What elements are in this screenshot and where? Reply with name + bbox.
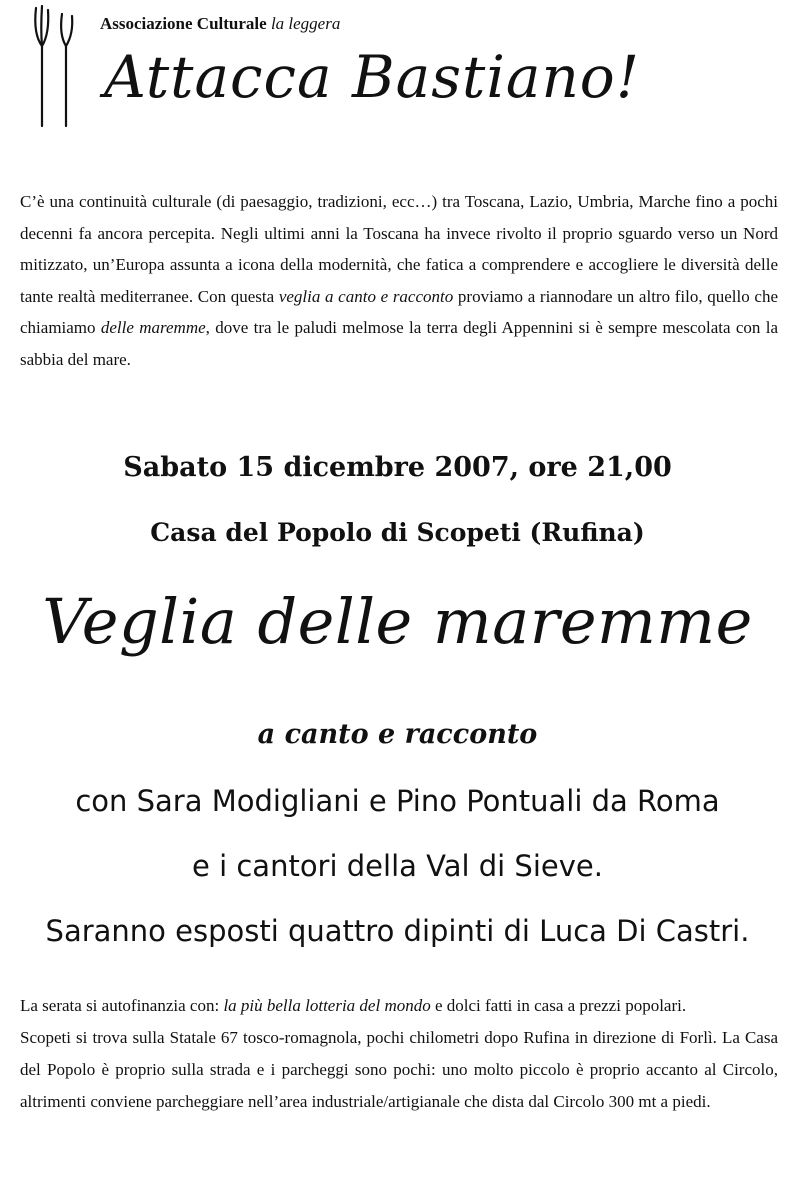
association-name-italic: la leggera [270, 14, 341, 33]
performers-line-1: con Sara Modigliani e Pino Pontuali da Roma [75, 784, 720, 818]
intro-paragraph [20, 186, 778, 375]
footer-notes [20, 990, 778, 1118]
intro-emphasis-1: veglia a canto e racconto [278, 286, 454, 306]
association-name [100, 14, 340, 34]
funding-paragraph [20, 990, 778, 1022]
funding-text-2: e dolci fatti in casa a prezzi popolari. [430, 996, 687, 1015]
exhibition-line: Saranno esposti quattro dipinti di Luca Di Castri. [45, 914, 750, 948]
association-prefix: Associazione Culturale [100, 14, 267, 33]
performers-line-2: e i cantori della Val di Sieve. [192, 849, 603, 883]
fork-logo-icon [28, 4, 84, 128]
event-subtitle: a canto e racconto [257, 719, 538, 750]
event-place: Casa del Popolo di Scopeti (Rufina) [150, 518, 645, 547]
intro-text-2: proviamo a riannodare un altro filo, quello che chiamiamo [20, 286, 778, 337]
page-title: Attacca Bastiano! [104, 43, 641, 111]
intro-emphasis-2: delle maremme [100, 318, 206, 337]
intro-text-3: , dove tra le paludi melmose la terra degli Appennini si è sempre mescolata con la sabbia del mare. [20, 318, 778, 369]
funding-emphasis: la più bella lotteria del mondo [223, 996, 431, 1015]
intro-text-1: C’è una continuità culturale (di paesaggio, tradizioni, ecc…) tra Toscana, Lazio, Umbria, Marche fino a pochi decenni fa ancora percepita. Negli ultimi anni la Toscana ha invece rivolto il proprio sguardo verso un Nord mitizzato, un’Europa assunta a icona della modernità, che fatica a comprendere e accogliere le diversità delle tante realtà mediterranee. Con questa [20, 192, 778, 306]
funding-text-1: La serata si autofinanzia con: [20, 996, 224, 1015]
directions-paragraph: Scopeti si trova sulla Statale 67 tosco-romagnola, pochi chilometri dopo Rufina in direzione di Forlì. La Casa del Popolo è proprio sulla strada e i parcheggi sono pochi: uno molto piccolo è proprio accanto al Circolo, altrimenti conviene parcheggiare nell’area industriale/artigianale che dista dal Circolo 300 mt a piedi. [20, 1028, 778, 1111]
event-title: Veglia delle maremme [42, 585, 753, 658]
event-date: Sabato 15 dicembre 2007, ore 21,00 [123, 452, 672, 483]
